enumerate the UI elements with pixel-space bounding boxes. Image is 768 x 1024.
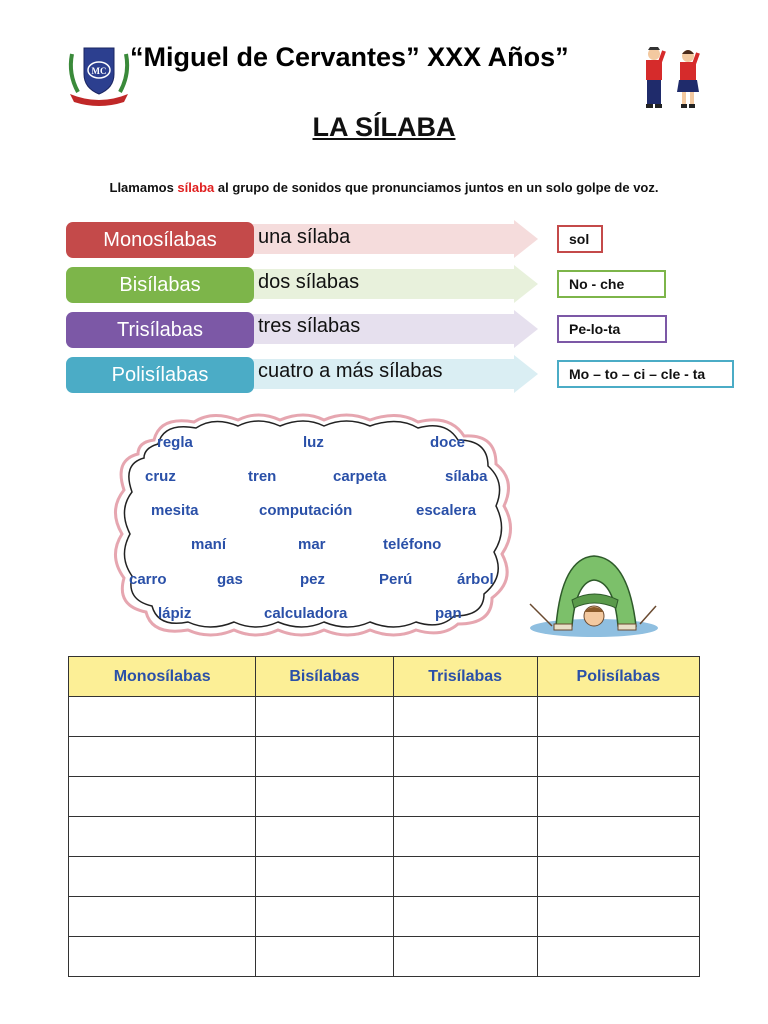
bi-label-box: Bisílabas <box>66 267 254 303</box>
bi-example-box: No - che <box>557 270 666 298</box>
page-title: LA SÍLABA <box>312 112 456 142</box>
table-cell[interactable] <box>393 697 537 737</box>
table-cell[interactable] <box>393 937 537 977</box>
table-cell[interactable] <box>69 737 256 777</box>
table-cell[interactable] <box>69 937 256 977</box>
cloud-word: lápiz <box>158 605 192 622</box>
tri-description: tres sílabas <box>258 315 361 337</box>
child-bending-illustration <box>528 548 660 640</box>
table-cell[interactable] <box>537 777 699 817</box>
table-cell[interactable] <box>537 897 699 937</box>
table-cell[interactable] <box>69 857 256 897</box>
cloud-word: gas <box>217 571 243 588</box>
cloud-word: carro <box>129 571 167 588</box>
table-cell[interactable] <box>393 737 537 777</box>
cloud-word: tren <box>248 468 277 485</box>
cloud-word: carpeta <box>333 468 387 485</box>
cloud-word: doce <box>430 434 466 451</box>
cloud-word: árbol <box>457 571 494 588</box>
cloud-word: escalera <box>416 502 477 519</box>
table-cell[interactable] <box>393 897 537 937</box>
table-row <box>69 857 700 897</box>
table-cell[interactable] <box>537 737 699 777</box>
mono-label-box: Monosílabas <box>66 222 254 258</box>
school-crest-logo <box>64 44 134 106</box>
tri-label-box: Trisílabas <box>66 312 254 348</box>
cloud-word: pan <box>435 605 462 622</box>
definition-text-before: Llamamos <box>109 180 178 195</box>
header-trisilabas: Trisílabas <box>393 657 537 697</box>
definition-sentence <box>0 180 768 195</box>
school-title: “Miguel de Cervantes” XXX Años” <box>130 42 569 72</box>
table-cell[interactable] <box>537 697 699 737</box>
cloud-word: sílaba <box>445 468 488 485</box>
cloud-word: mesita <box>151 502 199 519</box>
table-cell[interactable] <box>69 697 256 737</box>
table-cell[interactable] <box>393 777 537 817</box>
cloud-word: teléfono <box>383 536 442 553</box>
table-row <box>69 777 700 817</box>
cloud-word: maní <box>191 536 227 553</box>
svg-text:MC: MC <box>91 66 107 76</box>
mono-description: una sílaba <box>258 226 351 248</box>
table-row <box>69 697 700 737</box>
cloud-word: Perú <box>379 571 413 588</box>
table-row <box>69 737 700 777</box>
tri-example-box: Pe-lo-ta <box>557 315 667 343</box>
table-cell[interactable] <box>69 817 256 857</box>
cloud-word: pez <box>300 571 326 588</box>
poli-label-box: Polisílabas <box>66 357 254 393</box>
table-cell[interactable] <box>256 817 393 857</box>
cloud-word: regla <box>157 434 193 451</box>
table-cell[interactable] <box>256 857 393 897</box>
students-saluting-illustration <box>634 46 708 110</box>
cloud-word: mar <box>298 536 326 553</box>
cloud-word: luz <box>303 434 324 451</box>
table-cell[interactable] <box>537 857 699 897</box>
table-cell[interactable] <box>256 777 393 817</box>
table-cell[interactable] <box>256 897 393 937</box>
header-bisilabas: Bisílabas <box>256 657 393 697</box>
bi-description: dos sílabas <box>258 271 360 293</box>
poli-example-box: Mo – to – ci – cle - ta <box>557 360 734 388</box>
table-cell[interactable] <box>256 697 393 737</box>
header-polisilabas: Polisílabas <box>537 657 699 697</box>
poli-description: cuatro a más sílabas <box>258 360 443 382</box>
cloud-word: calculadora <box>264 605 348 622</box>
table-cell[interactable] <box>69 777 256 817</box>
table-row <box>69 817 700 857</box>
table-cell[interactable] <box>256 937 393 977</box>
definition-highlight-word: sílaba <box>177 180 215 195</box>
header-monosilabas: Monosílabas <box>69 657 256 697</box>
syllable-classification-table <box>68 656 700 977</box>
table-cell[interactable] <box>256 737 393 777</box>
cloud-word: cruz <box>145 468 176 485</box>
table-cell[interactable] <box>537 937 699 977</box>
table-cell[interactable] <box>393 857 537 897</box>
definition-text-after: al grupo de sonidos que pronunciamos juntos en un solo golpe de voz. <box>214 180 659 195</box>
table-cell[interactable] <box>69 897 256 937</box>
mono-example-box: sol <box>557 225 603 253</box>
table-cell[interactable] <box>393 817 537 857</box>
table-row <box>69 937 700 977</box>
table-cell[interactable] <box>537 817 699 857</box>
cloud-word: computación <box>259 502 353 519</box>
table-row <box>69 897 700 937</box>
